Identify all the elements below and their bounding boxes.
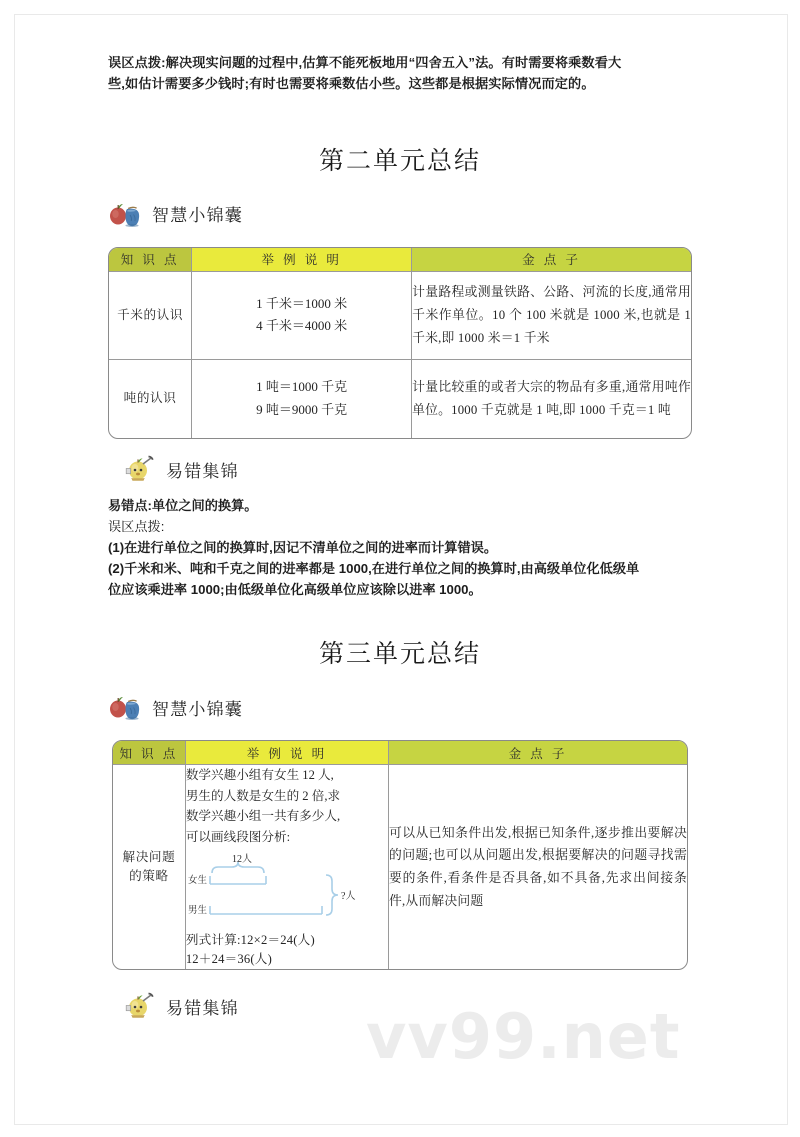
example-line: 4 千米＝4000 米: [256, 318, 348, 334]
header-gold: 金 点 子: [412, 248, 691, 272]
apple-with-pickaxe-icon: [122, 455, 156, 485]
intro-line-1: [108, 52, 692, 73]
knowledge-line: 的策略: [129, 869, 169, 884]
header-knowledge: 知 识 点: [109, 248, 192, 272]
unit3-mistakes-label: 易错集锦: [166, 999, 239, 1019]
header-example: 举 例 说 明: [192, 248, 412, 272]
cell-example: [185, 765, 388, 969]
mistake-point-line: [108, 495, 692, 516]
unit2-mistakes-label: 易错集锦: [166, 462, 239, 482]
example-line: 数学兴趣小组一共有多少人,: [185, 809, 341, 824]
mistake-point-lead: 易错点:: [108, 497, 152, 513]
table-row: [109, 271, 691, 359]
diagram-top-label-text: 12人: [231, 853, 252, 865]
intro-line-2-text: 些,如估计需要多少钱时;有时也需要将乘数估小些。这些都是根据实际情况而定的。: [108, 76, 595, 92]
tip-line: (1)在进行单位之间的换算时,因记不清单位之间的进率而计算错误。: [108, 540, 498, 555]
table-header-row: [113, 741, 687, 765]
knowledge-line: 解决问题: [122, 850, 176, 865]
unit2-wisdom-heading: [108, 199, 692, 229]
diagram-girls-label-text: 女生: [187, 875, 207, 886]
intro-line-1-text: 解决现实问题的过程中,估算不能死板地用“四舍五入”法。有时需要将乘数看大: [165, 55, 622, 70]
calc-line: 12＋24＝36(人): [185, 951, 272, 966]
table-header-row: [109, 248, 691, 272]
unit3-wisdom-label: 智慧小锦囊: [152, 699, 243, 719]
cell-example: [192, 359, 412, 438]
site-watermark: vv99.net: [366, 1000, 681, 1073]
header-gold: 金 点 子: [389, 741, 688, 765]
table-row: [113, 765, 687, 969]
tip-line: (2)千米和米、吨和千克之间的进率都是 1000,在进行单位之间的换算时,由高级单位化低级单: [108, 561, 640, 577]
cell-gold: 计量路程或测量铁路、公路、河流的长度,通常用千米作单位。10 个 100 米就是 1000 米,也就是 1 千米,即 1000 米＝1 千米: [412, 271, 691, 359]
cell-knowledge: 千米的认识: [109, 271, 192, 359]
unit3-summary-table: [112, 740, 688, 969]
apple-and-pouch-icon: [108, 199, 142, 229]
unit3-title: 第三单元总结: [318, 641, 481, 669]
example-line: 男生的人数是女生的 2 倍,求: [185, 788, 341, 803]
tip-line: 位应该乘进率 1000;由低级单位化高级单位应该除以进率 1000。: [108, 582, 482, 598]
cell-gold: 计量比较重的或者大宗的物品有多重,通常用吨作单位。1000 千克就是 1 吨,即 1000 千克＝1 吨: [412, 359, 691, 438]
cell-gold: 可以从已知条件出发,根据已知条件,逐步推出要解决的问题;也可以从问题出发,根据要解决的问题寻找需要的条件,看条件是否具备,如不具备,先求出间接条件,从而解决问题: [389, 765, 688, 969]
unit2-summary-table: [108, 247, 692, 439]
apple-with-pickaxe-icon: [122, 992, 156, 1022]
unit2-mistakes-heading: [122, 455, 692, 485]
unit2-title: 第二单元总结: [318, 147, 481, 175]
intro-lead-label: 误区点拨:: [108, 55, 166, 70]
mistake-point-text: 单位之间的换算。: [151, 497, 258, 513]
example-line: 1 吨＝1000 千克: [256, 379, 348, 394]
page-content: [108, 52, 692, 1022]
cell-knowledge: 吨的认识: [109, 359, 192, 438]
example-line: 1 千米＝1000 米: [256, 295, 348, 311]
cell-knowledge: [113, 765, 185, 969]
line-segment-diagram: [186, 851, 388, 929]
cell-example: [192, 271, 412, 359]
diagram-boys-label-text: 男生: [187, 905, 207, 916]
apple-and-pouch-icon: [108, 692, 142, 722]
unit3-wisdom-heading: [108, 692, 692, 722]
diagram-total-label-text: ?人: [340, 890, 356, 902]
example-line: 可以画线段图分析:: [185, 829, 291, 844]
table-row: [109, 359, 691, 438]
unit2-wisdom-label: 智慧小锦囊: [152, 206, 243, 226]
example-line: 数学兴趣小组有女生 12 人,: [185, 768, 334, 783]
calc-line: 列式计算:12×2＝24(人): [185, 932, 315, 947]
intro-line-2: [108, 73, 692, 94]
example-line: 9 吨＝9000 千克: [256, 401, 348, 417]
header-example: 举 例 说 明: [185, 741, 388, 765]
header-knowledge: 知 识 点: [113, 741, 185, 765]
unit2-mistake-block: [108, 495, 692, 601]
tips-label: 误区点拨:: [108, 518, 165, 534]
intro-paragraph: [108, 52, 692, 95]
